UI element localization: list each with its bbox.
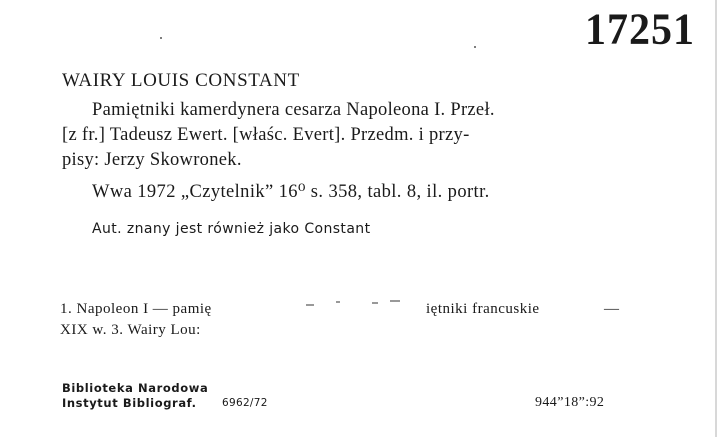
subject-line-2: XIX w. 3. Wairy Lou: [60, 322, 201, 338]
card-number: 17251 [585, 5, 695, 55]
publication-line: Wwa 1972 „Czytelnik” 16⁰ s. 358, tabl. 8, il. portr. [92, 182, 490, 202]
author-heading: WAIRY LOUIS CONSTANT [62, 70, 300, 91]
subject-line-1-right: iętniki francuskie [426, 301, 540, 317]
library-institute: Instytut Bibliograf. [62, 396, 197, 410]
classification-code: 944”18”:92 [535, 395, 605, 410]
title-line-1: Pamiętniki kamerdynera cesarza Napoleona I. Przeł. [92, 100, 495, 120]
subject-line-1-dash: — [604, 301, 619, 317]
ink-smudge [390, 300, 400, 302]
title-line-3: pisy: Jerzy Skowronek. [62, 150, 242, 170]
ink-smudge [372, 302, 378, 304]
library-name: Biblioteka Narodowa [62, 381, 209, 395]
dust-speck [160, 37, 162, 39]
ink-smudge [336, 301, 340, 303]
ink-smudge [306, 304, 314, 306]
title-line-2: [z fr.] Tadeusz Ewert. [właśc. Evert]. Przedm. i przy- [62, 125, 470, 145]
record-number: 6962/72 [222, 397, 268, 409]
author-note: Aut. znany jest również jako Constant [92, 221, 371, 237]
subject-line-1-left: 1. Napoleon I — pamię [60, 301, 212, 317]
dust-speck [474, 46, 476, 48]
